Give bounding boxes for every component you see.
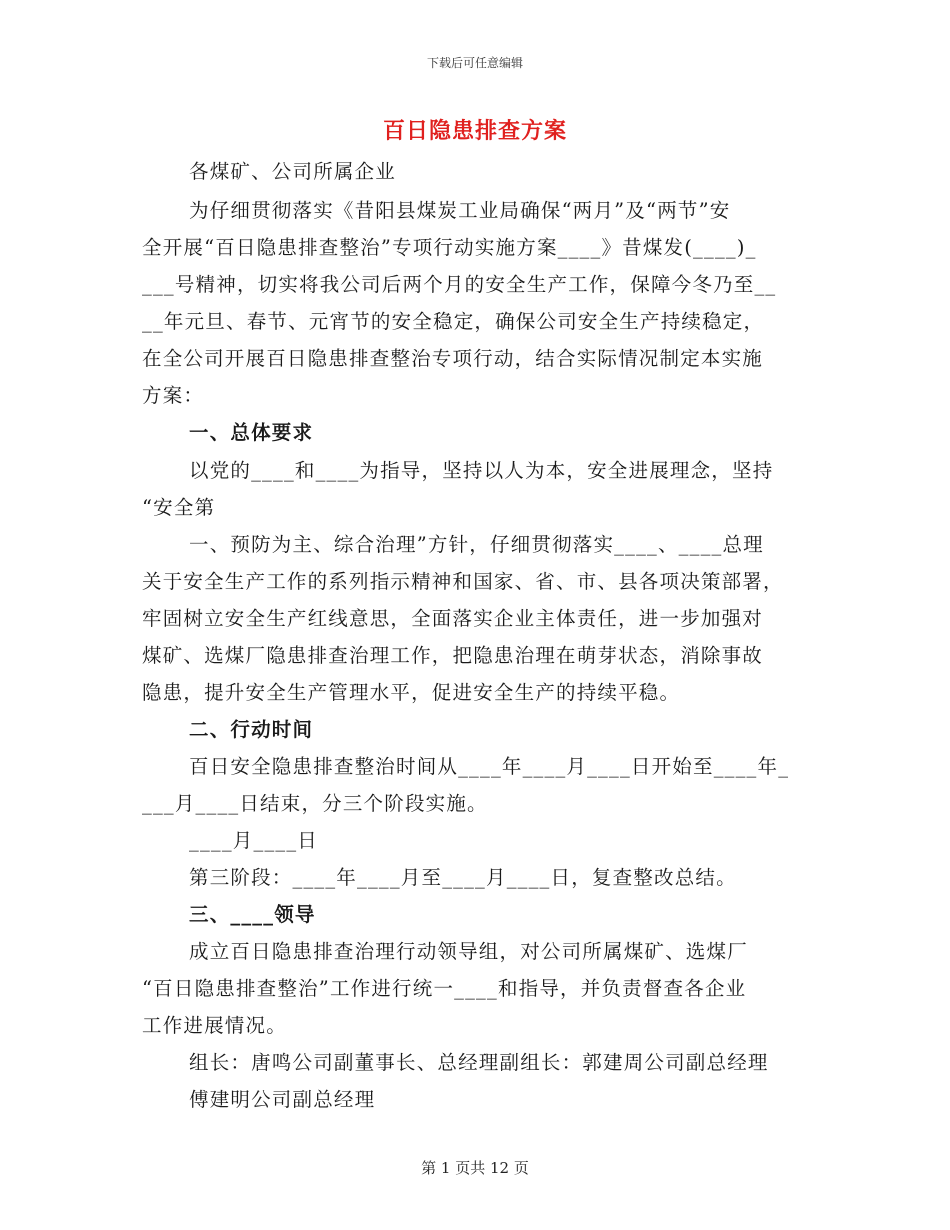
paragraph-line: 为仔细贯彻落实《昔阳县煤炭工业局确保“两月”及“两节”安 <box>189 199 731 222</box>
section-heading-1: 一、总体要求 <box>189 421 314 444</box>
paragraph-line: “安全第 <box>142 496 216 519</box>
paragraph-line: ___月____日结束，分三个阶段实施。 <box>142 792 488 815</box>
paragraph-line: 煤矿、选煤厂隐患排查治理工作，把隐患治理在萌芽状态，消除事故 <box>142 644 764 667</box>
paragraph-line: ___号精神，切实将我公司后两个月的安全生产工作，保障今冬乃至__ <box>142 273 777 296</box>
page-footer: 第 1 页共 12 页 <box>421 1159 529 1177</box>
paragraph-line: 组长：唐鸣公司副董事长、总经理副组长：郭建周公司副总经理 <box>189 1051 769 1074</box>
paragraph-line: 成立百日隐患排查治理行动领导组，对公司所属煤矿、选煤厂 <box>189 940 748 963</box>
paragraph-line: __年元旦、春节、元宵节的安全稳定，确保公司安全生产持续稳定， <box>142 310 765 333</box>
paragraph-line: 一、预防为主、综合治理”方针，仔细贯彻落实____、____总理 <box>189 533 764 556</box>
paragraph-line: 以党的____和____为指导，坚持以人为本，安全进展理念，坚持 <box>189 459 774 482</box>
header-note: 下载后可任意编辑 <box>426 56 523 70</box>
paragraph-line: 关于安全生产工作的系列指示精神和国家、省、市、县各项决策部署， <box>142 570 784 593</box>
document-title: 百日隐患排查方案 <box>382 118 567 144</box>
paragraph-line: 方案： <box>142 384 205 407</box>
section-heading-2: 二、行动时间 <box>189 718 314 741</box>
paragraph-line: 百日安全隐患排查整治时间从____年____月____日开始至____年_ <box>189 755 790 778</box>
paragraph-line: “百日隐患排查整治”工作进行统一____和指导，并负责督查各企业 <box>142 977 747 1000</box>
paragraph-line: 工作进展情况。 <box>142 1014 287 1037</box>
paragraph-line: ____月____日 <box>189 829 318 852</box>
paragraph-line: 傅建明公司副总经理 <box>189 1088 376 1111</box>
paragraph-line: 第三阶段：____年____月至____月____日，复查整改总结。 <box>189 866 737 889</box>
paragraph-line: 在全公司开展百日隐患排查整治专项行动，结合实际情况制定本实施 <box>142 347 764 370</box>
section-heading-3: 三、____领导 <box>189 903 316 926</box>
paragraph-line: 全开展“百日隐患排查整治”专项行动实施方案____》昔煤发(____)_ <box>142 236 757 259</box>
paragraph-line: 牢固树立安全生产红线意思，全面落实企业主体责任，进一步加强对 <box>142 607 764 630</box>
paragraph-line: 隐患，提升安全生产管理水平，促进安全生产的持续平稳。 <box>142 681 681 704</box>
addressee-line: 各煤矿、公司所属企业 <box>189 160 397 183</box>
